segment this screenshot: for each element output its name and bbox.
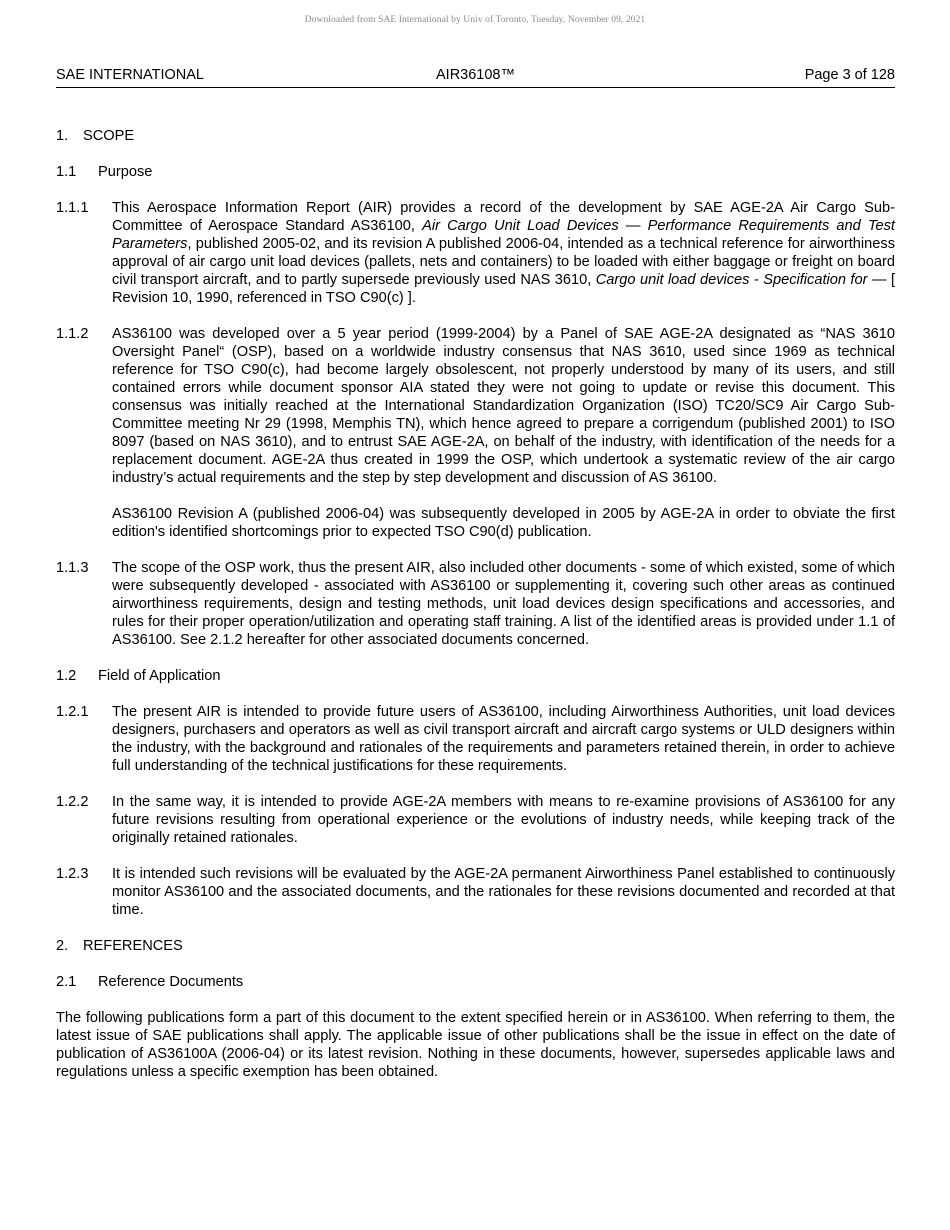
section-number: 2.1	[56, 974, 77, 990]
section-number: 2.	[56, 938, 69, 954]
paragraph-2-1-text: The following publications form a part of this document to the extent specified herein or in AS36100. When referring to them, the latest issue of SAE publications shall apply. The applicable issue of other publications shall be the issue in effect on the date of publication of AS36100A (2006-04) or its latest revision. Nothing in these documents, however, supersedes applicable laws and regulations unless a specific exemption has been obtained.	[56, 1010, 895, 1080]
text-run: [ Revision 10, 1990, referenced in TSO C90(c) ].	[112, 272, 896, 306]
download-watermark: Downloaded from SAE International by Univ of Toronto, Tuesday, November 09, 2021	[304, 15, 646, 25]
paragraph-text: It is intended such revisions will be evaluated by the AGE-2A permanent Airworthiness Panel established to continuously monitor AS36100 and the associated documents, and the rationales for these revisions documented and recorded at that time.	[112, 866, 895, 918]
paragraph-text: The scope of the OSP work, thus the present AIR, also included other documents - some of which existed, some of which were subsequently developed - associated with AS36100 or supplementing it, covering such other areas as continued airworthiness requirements, design and testing methods, unit load devices design specifications and accessories, and rules for their proper operation/utilization and operating staff training. A list of the identified areas is provided under 1.1 of AS36100. See 2.1.2 hereafter for other associated documents concerned.	[112, 560, 895, 648]
section-number: 1.	[56, 128, 69, 144]
section-references-heading	[56, 937, 895, 955]
paragraph-number: 1.2.1	[56, 704, 89, 720]
text-run: , published 2005-02, and its revision A published 2006-04, intended as a technical reference for airworthiness approval of air cargo unit load devices (pallets, nets and containers) to be loaded with either baggage or freight on board civil transport aircraft, and to partly supersede previously used NAS 3610,	[112, 236, 895, 288]
paragraph-number: 1.2.3	[56, 866, 89, 882]
section-title: Reference Documents	[98, 974, 244, 990]
page-header	[56, 66, 895, 88]
paragraph-1-2-3	[56, 865, 895, 919]
paragraph-number: 1.2.2	[56, 794, 89, 810]
paragraph-1-1-2-continuation: AS36100 Revision A (published 2006-04) was subsequently developed in 2005 by AGE-2A in order to obviate the first edition's identified shortcomings prior to expected TSO C90(d) publication.	[112, 506, 895, 540]
paragraph-number: 1.1.3	[56, 560, 89, 576]
paragraph-text: The present AIR is intended to provide future users of AS36100, including Airworthiness Authorities, unit load devices designers, purchasers and operators as well as civil transport aircraft and aircraft cargo systems or ULD designers within the industry, with the background and rationales of the requirements and parameters retained therein, in order to achieve full understanding of the technical justifications for these requirements.	[112, 704, 895, 774]
paragraph-number: 1.1.2	[56, 326, 89, 342]
header-document-id: AIR36108™	[436, 67, 515, 83]
section-purpose-heading	[56, 163, 895, 181]
paragraph-1-2-2	[56, 793, 895, 847]
paragraph-text: In the same way, it is intended to provide AGE-2A members with means to re-examine provisions of AS36100 for any future revisions resulting from operational experience or the evolutions of industry needs, while keeping track of the originally retained rationales.	[112, 794, 895, 846]
paragraph-1-2-1	[56, 703, 895, 775]
section-title: Purpose	[98, 164, 153, 180]
paragraph-1-1-2	[56, 325, 895, 487]
paragraph-1-1-3	[56, 559, 895, 649]
header-organization: SAE INTERNATIONAL	[56, 67, 204, 83]
section-title: Field of Application	[98, 668, 221, 684]
header-page-number: Page 3 of 128	[804, 67, 895, 83]
paragraph-text: AS36100 was developed over a 5 year period (1999-2004) by a Panel of SAE AGE-2A designated as “NAS 3610 Oversight Panel“ (OSP), based on a worldwide industry consensus that NAS 3610, used since 1969 as technical reference for TSO C90(c), had become largely obsolescent, not properly understood by many of its users, and still contained errors while document sponsor AIA stated they were not going to update or revise this document. This consensus was initially reached at the International Standardization Organization (ISO) TC20/SC9 Air Cargo Sub-Committee meeting Nr 29 (1998, Memphis TN), which hence agreed to prepare a corrigendum (published 2001) to ISO 8097 (based on NAS 3610), and to entrust SAE AGE-2A, on behalf of the industry, with identification of the needs for a replacement document. AGE-2A thus created in 1999 the OSP, which undertook a systematic review of the air cargo industry’s actual requirements and the step by step development and discussion of AS 36100.	[112, 326, 895, 486]
section-title: REFERENCES	[83, 938, 183, 954]
section-title: SCOPE	[83, 128, 135, 144]
document-body	[56, 127, 895, 1081]
section-number: 1.1	[56, 164, 77, 180]
section-number: 1.2	[56, 668, 77, 684]
paragraph-text	[112, 199, 895, 307]
paragraph-number: 1.1.1	[56, 200, 89, 216]
section-reference-documents-heading	[56, 973, 895, 991]
section-scope-heading	[56, 127, 895, 145]
standard-title-italic: Air Cargo Unit Load Devices — Performance Requirements and Test Parameters	[112, 218, 895, 252]
text-run: This Aerospace Information Report (AIR) provides a record of the development by SAE AGE-2A Air Cargo Sub-Committee of Aerospace Standard AS36100,	[112, 200, 895, 234]
nas-title-italic: Cargo unit load devices - Specification for —	[595, 272, 887, 288]
section-field-of-application-heading	[56, 667, 895, 685]
paragraph-1-1-1	[56, 199, 895, 307]
